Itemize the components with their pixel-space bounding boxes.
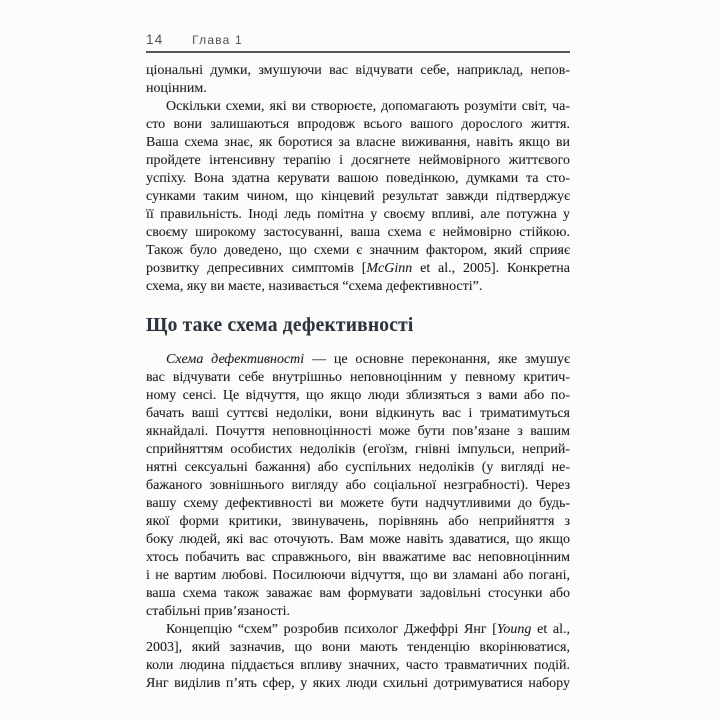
paragraph: [146, 621, 570, 693]
text-line: [146, 585, 570, 603]
text-line: [146, 531, 570, 549]
body-text: своєму широкому застосуванні, ваша схема є неймовірно стійкою.: [146, 225, 570, 240]
body-text: бажаного зовнішнього вигляду або соціальної незграбності). Через: [146, 478, 570, 493]
text-line: [146, 351, 570, 369]
text-line: [146, 513, 570, 531]
body-text: вас відчувати себе внутрішньо неповноцінним у певному критич-: [146, 370, 570, 385]
body-text: Янг виділив п’ять сфер, у яких люди схильні дотримуватися набору: [146, 676, 570, 691]
body-text: коли людина піддається впливу значних, часто травматичних подій.: [146, 658, 570, 673]
body-text: ноцінним.: [146, 81, 207, 96]
text-line: [146, 170, 570, 188]
text-line: [146, 80, 570, 98]
text-line: [146, 387, 570, 405]
text-line: [146, 369, 570, 387]
page-number: 14: [146, 32, 164, 47]
text-line: [146, 260, 570, 278]
text-line: [146, 188, 570, 206]
body-text: et al.,: [531, 622, 570, 637]
body-text: бачать ваші суттєві недоліки, вони відкинуть вас і триматимуться: [146, 406, 570, 421]
body-text: ціональні думки, змушуючи вас відчувати себе, наприклад, непов-: [146, 63, 570, 78]
body-text: і не вартим любові. Посилюючи відчуття, що ви зламані або погані,: [146, 568, 570, 583]
paragraph: [146, 98, 570, 296]
text-line: [146, 567, 570, 585]
body-text: сто вони залишаються впродовж всього вашого дорослого життя.: [146, 117, 570, 132]
body-text: — це основне переконання, яке змушує: [304, 352, 570, 367]
body-text: нятні сексуальні бажання) або суспільних недоліків (у вигляді не-: [146, 460, 570, 475]
body-text: Оскільки схеми, які ви створюєте, допомагають розуміти світ, ча-: [166, 99, 570, 114]
body-text: успіху. Вона здатна керувати вашою поведінкою, думками та сто-: [146, 171, 570, 186]
body-text: її правильність. Іноді ледь помітна у своєму впливі, але потужна у: [146, 207, 570, 222]
text-line: [146, 116, 570, 134]
body-text: розвитку депресивних симптомів [: [146, 261, 367, 276]
body-text: ному сенсі. Це відчуття, що якщо люди зблизяться з вами або по-: [146, 388, 570, 403]
page-body: [146, 62, 570, 693]
paragraph: [146, 62, 570, 98]
text-line: [146, 549, 570, 567]
body-text: Також було доведено, що схеми є значним фактором, який сприяє: [146, 243, 570, 258]
chapter-title: Глава 1: [192, 33, 243, 47]
text-line: [146, 495, 570, 513]
text-line: [146, 152, 570, 170]
body-text: et al., 2005]. Конкретна: [412, 261, 571, 276]
text-line: [146, 278, 570, 296]
text-line: [146, 62, 570, 80]
text-line: [146, 459, 570, 477]
body-text: ваша схема також заважає вам формувати задовільні стосунки або: [146, 586, 570, 601]
italic-text: Схема дефективності: [166, 352, 305, 367]
text-line: [146, 675, 570, 693]
body-text: якнайдалі. Почуття неповноцінності може бути пов’язане з вашим: [146, 424, 570, 439]
text-line: [146, 441, 570, 459]
body-text: схема, яку ви маєте, називається “схема дефективності”.: [146, 279, 483, 294]
body-text: якої форми критики, звинувачень, порівнянь або неприйняття з: [146, 514, 570, 529]
running-header: [146, 32, 570, 47]
text-line: [146, 242, 570, 260]
text-line: [146, 405, 570, 423]
text-line: [146, 98, 570, 116]
italic-text: Young: [496, 622, 532, 637]
body-text: Ваша схема знає, як боротися за власне виживання, навіть якщо ви: [146, 135, 570, 150]
text-line: [146, 621, 570, 639]
text-line: [146, 603, 570, 621]
header-rule: [146, 51, 570, 53]
body-text: боку людей, які вас оточують. Вам може навіть здаватися, що якщо: [146, 532, 570, 547]
text-line: [146, 134, 570, 152]
italic-text: McGinn: [366, 261, 413, 276]
text-line: [146, 477, 570, 495]
paragraph: [146, 351, 570, 621]
text-line: [146, 639, 570, 657]
text-line: [146, 206, 570, 224]
body-text: вашу схему дефективності ви можете бути надчутливими до будь-: [146, 496, 570, 511]
body-text: хтось побачить вас справжнього, він вважатиме вас неповноцінним: [146, 550, 570, 565]
text-line: [146, 224, 570, 242]
body-text: 2003], який зазначив, що вони мають тенденцію вкорінюватися,: [146, 640, 570, 655]
body-text: сунками таким чином, що кінцевий результат завжди підтверджує: [146, 189, 570, 204]
body-text: пройдете інтенсивну терапію і досягнете неймовірного життєвого: [146, 153, 570, 168]
body-text: стабільні прив’язаності.: [146, 604, 290, 619]
text-line: [146, 423, 570, 441]
section-heading: Що таке схема дефективності: [146, 315, 414, 336]
body-text: Концепцію “схем” розробив психолог Джеффрі Янг [: [166, 622, 497, 637]
text-line: [146, 657, 570, 675]
body-text: сприйняттям особистих недоліків (егоїзм, гнівні імпульси, неприй-: [146, 442, 570, 457]
